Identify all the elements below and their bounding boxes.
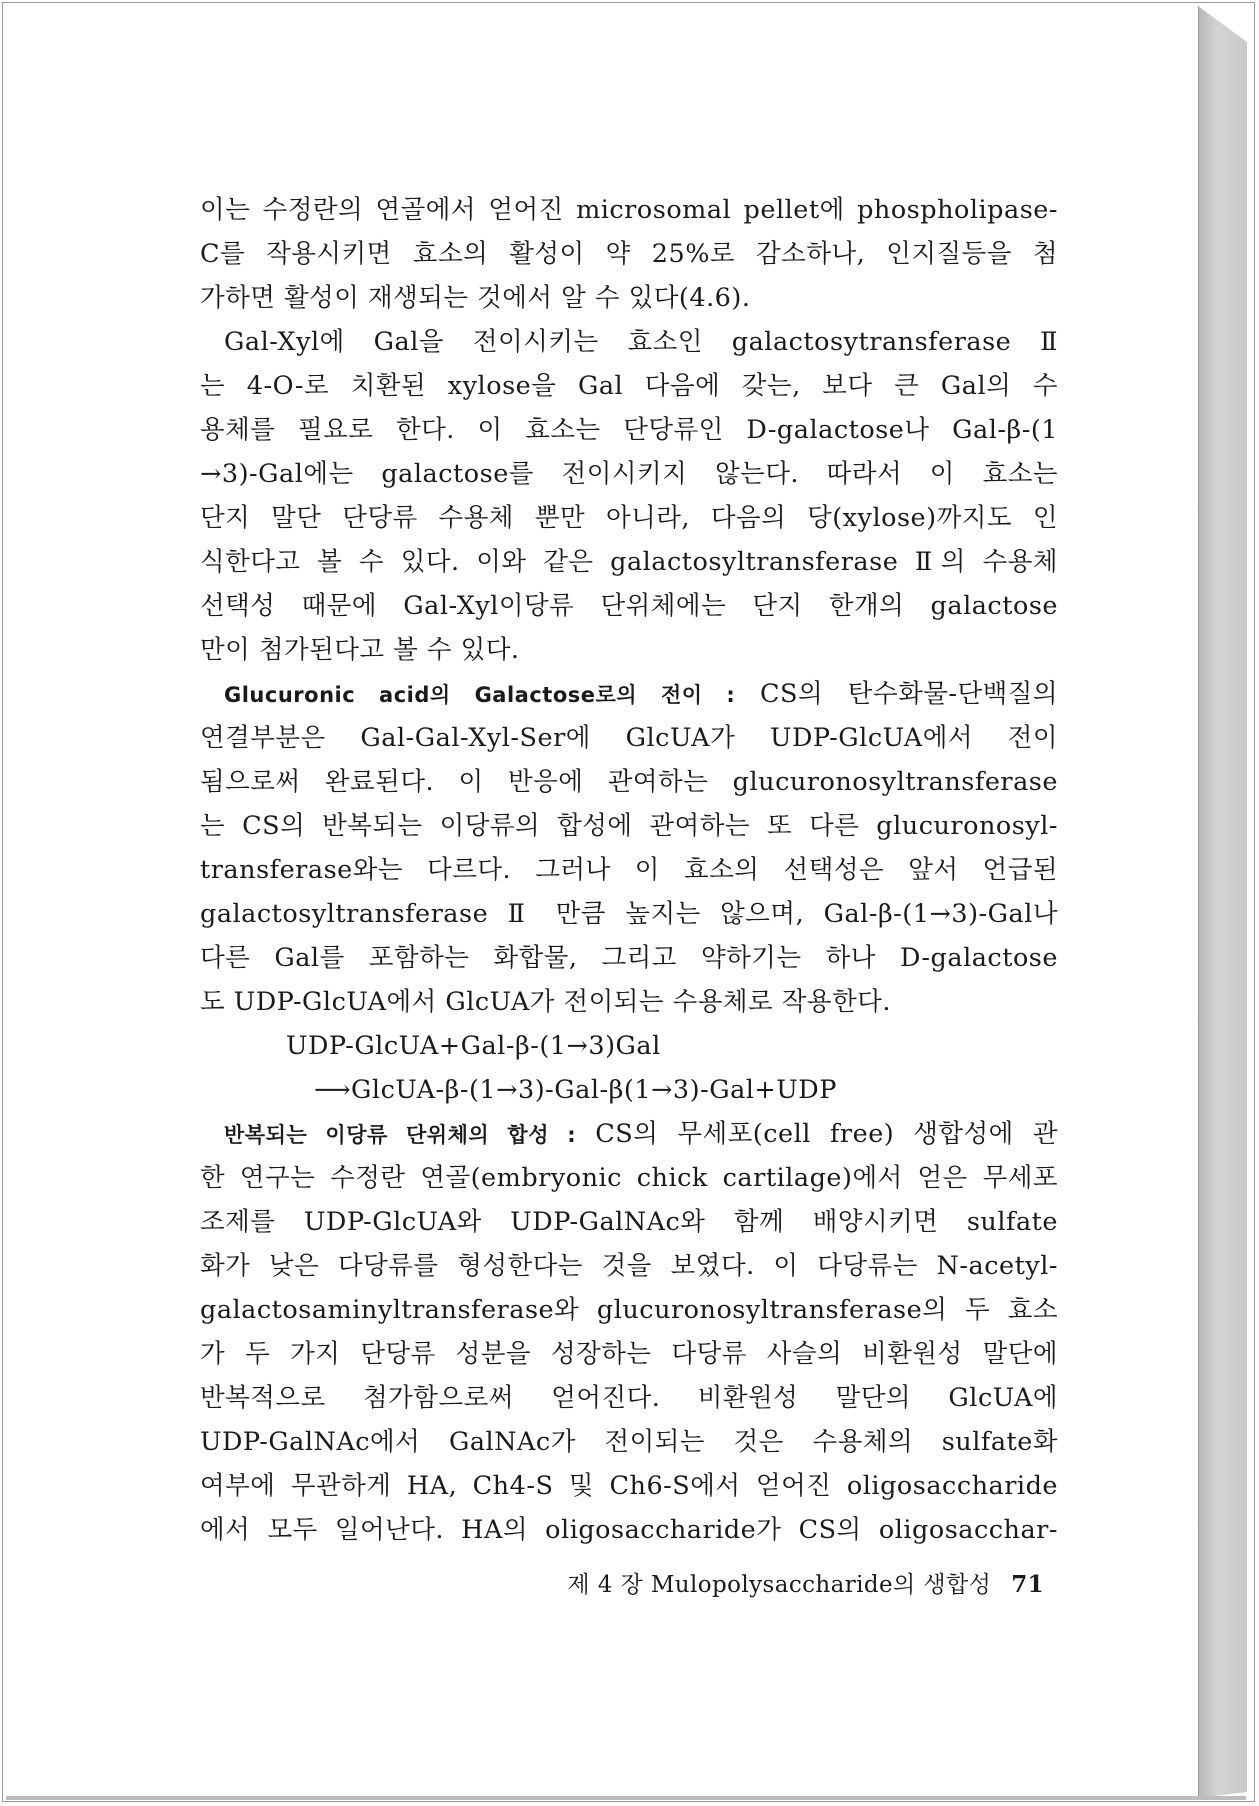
text-line: 만이 첨가된다고 볼 수 있다.: [200, 635, 520, 665]
text-line: 가 두 가지 단당류 성분을 성장하는 다당류 사슬의 비환원성 말단에: [200, 1339, 1058, 1369]
text-line: 한 연구는 수정란 연골(embryonic chick cartilage)에서 얻은 무세포: [200, 1163, 1058, 1193]
text-line: galactosaminyltransferase와 glucuronosyltransferase의 두 효소: [200, 1295, 1058, 1325]
equation-line: ⟶GlcUA-β-(1→3)-Gal-β(1→3)-Gal+UDP: [314, 1075, 837, 1105]
text-line: Gal-Xyl에 Gal을 전이시키는 효소인 galactosytransferase Ⅱ: [224, 327, 1058, 357]
text-line: UDP-GalNAc에서 GalNAc가 전이되는 것은 수용체의 sulfate화: [200, 1427, 1058, 1457]
text-line: 단지 말단 단당류 수용체 뿐만 아니라, 다음의 당(xylose)까지도 인: [200, 503, 1058, 533]
text-line: 연결부분은 Gal-Gal-Xyl-Ser에 GlcUA가 UDP-GlcUA에서 전이: [200, 723, 1058, 753]
equation-line: UDP-GlcUA+Gal-β-(1→3)Gal: [286, 1031, 661, 1061]
page-footer: [540, 1566, 1044, 1599]
running-footer: 제 4 장 Mulopolysaccharide의 생합성: [567, 1572, 992, 1598]
text-line: 는 CS의 반복되는 이당류의 합성에 관여하는 또 다른 glucuronosyl-: [200, 811, 1058, 841]
text-line: galactosyltransferase Ⅱ 만큼 높지는 않으며, Gal-β-(1→3)-Gal나: [200, 899, 1058, 929]
page-shadow: [6, 1796, 1246, 1800]
text-line: 조제를 UDP-GlcUA와 UDP-GalNAc와 함께 배양시키면 sulfate: [200, 1207, 1058, 1237]
text-line: 이는 수정란의 연골에서 얻어진 microsomal pellet에 phospholipase-: [200, 195, 1058, 225]
text-line: 는 4-O-로 치환된 xylose을 Gal 다음에 갖는, 보다 큰 Gal의 수: [200, 371, 1058, 401]
text-line: 에서 모두 일어난다. HA의 oligosaccharide가 CS의 oligosacchar-: [200, 1515, 1058, 1545]
section-line: [200, 1112, 1058, 1156]
text-line: 선택성 때문에 Gal-Xyl이당류 단위체에는 단지 한개의 galactose: [200, 591, 1058, 621]
text-line: 화가 낮은 다당류를 형성한다는 것을 보였다. 이 다당류는 N-acetyl-: [200, 1251, 1058, 1281]
page-number: 71: [1011, 1571, 1044, 1598]
text-line: 식한다고 볼 수 있다. 이와 같은 galactosyltransferase Ⅱ의 수용체: [200, 547, 1058, 577]
text-line: →3)-Gal에는 galactose를 전이시키지 않는다. 따라서 이 효소는: [200, 459, 1058, 489]
text-line: transferase와는 다르다. 그러나 이 효소의 선택성은 앞서 언급된: [200, 855, 1058, 885]
body-text: [200, 188, 1058, 1552]
text-line: C를 작용시키면 효소의 활성이 약 25%로 감소하나, 인지질등을 첨: [200, 239, 1058, 269]
text-line: 용체를 필요로 한다. 이 효소는 단당류인 D-galactose나 Gal-β-(1: [200, 415, 1058, 445]
text-line: 반복적으로 첨가함으로써 얻어진다. 비환원성 말단의 GlcUA에: [200, 1383, 1058, 1413]
section-line: [200, 672, 1058, 716]
text-line: 여부에 무관하게 HA, Ch4-S 및 Ch6-S에서 얻어진 oligosaccharide: [200, 1471, 1058, 1501]
section-heading: Glucuronic acid의 Galactose로의 전이 :: [224, 683, 736, 707]
section-heading: 반복되는 이당류 단위체의 합성 :: [224, 1123, 577, 1147]
page-edge: [1198, 6, 1247, 1798]
text-line: 다른 Gal를 포함하는 화합물, 그리고 약하기는 하나 D-galactose: [200, 943, 1058, 973]
text-span: CS의 무세포(cell free) 생합성에 관: [595, 1119, 1059, 1149]
text-line: 가하면 활성이 재생되는 것에서 알 수 있다(4.6).: [200, 283, 751, 313]
text-line: 됨으로써 완료된다. 이 반응에 관여하는 glucuronosyltransferase: [200, 767, 1058, 797]
text-line: 도 UDP-GlcUA에서 GlcUA가 전이되는 수용체로 작용한다.: [200, 987, 891, 1017]
text-span: CS의 탄수화물-단백질의: [760, 679, 1058, 709]
